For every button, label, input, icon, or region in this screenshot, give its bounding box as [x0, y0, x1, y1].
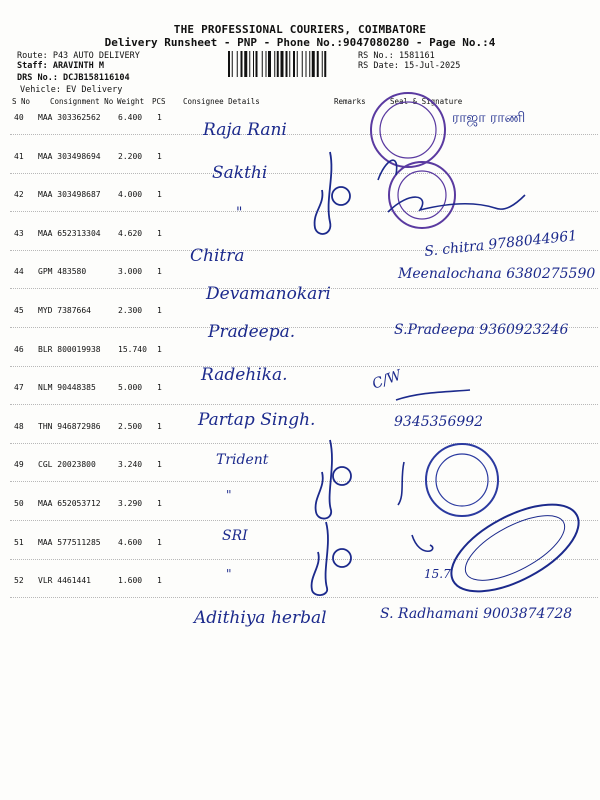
cell-pcs: 1 [157, 306, 162, 315]
round-stamp-top [371, 93, 445, 167]
staff: Staff: ARAVINTH M [17, 61, 104, 71]
hw-consignee-42: " [236, 205, 243, 221]
col-consignment: Consignment No [50, 97, 114, 106]
cell-pcs: 1 [157, 151, 162, 161]
hw-consignee-40: Raja Rani [203, 120, 287, 140]
cell-weight: 3.240 [118, 460, 143, 470]
cell-weight: 4.000 [118, 190, 143, 200]
rs-date: RS Date: 15-Jul-2025 [358, 61, 461, 71]
cell-pcs: 1 [157, 537, 162, 547]
hw-signature-40: ராஜா ராணி [452, 110, 526, 126]
cell-weight: 5.000 [118, 383, 143, 393]
cell-sno: 46 [14, 344, 24, 354]
hw-signature-52: S. Radhamani 9003874728 [380, 606, 573, 622]
hw-consignee-45: Pradeepa. [208, 322, 296, 342]
cell-consignment: MAA 303498694 [38, 151, 101, 161]
hw-consignee-41: Sakthi [212, 163, 268, 183]
col-weight: Weight [117, 97, 145, 106]
cell-consignment: MAA 652053712 [38, 499, 101, 508]
cell-consignment: NLM 90448385 [38, 383, 96, 393]
trident-seal [426, 444, 498, 516]
hw-consignee-43: Chitra [190, 246, 245, 266]
vehicle: Vehicle: EV Delivery [20, 85, 123, 95]
col-remarks: Remarks [334, 97, 366, 106]
cell-pcs: 1 [157, 344, 162, 354]
cell-weight: 4.620 [118, 228, 143, 238]
cell-sno: 48 [14, 421, 24, 431]
hw-consignee-52: Adithiya herbal [194, 608, 327, 628]
oval-seal [438, 487, 592, 609]
cell-pcs: 1 [157, 421, 162, 431]
hw-signature-43: S. chitra 9788044961 [423, 228, 578, 260]
cell-pcs: 1 [157, 113, 162, 122]
cell-pcs: 1 [157, 267, 162, 277]
cell-consignment: VLR 4461441 [38, 576, 91, 586]
cell-consignment: MAA 303498687 [38, 190, 101, 200]
cell-sno: 52 [14, 576, 24, 586]
cell-weight: 2.300 [118, 306, 143, 315]
cell-sno: 43 [14, 228, 24, 238]
cell-pcs: 1 [157, 576, 162, 586]
cell-sno: 44 [14, 267, 24, 277]
hw-consignee-48: Trident [216, 452, 269, 468]
cell-consignment: GPM 483580 [38, 267, 87, 277]
hw-signature-47: 9345356992 [394, 414, 484, 430]
route: Route: P43 AUTO DELIVERY [17, 51, 140, 61]
cell-consignment: THN 946872986 [38, 421, 101, 431]
cell-sno: 50 [14, 499, 24, 508]
cell-weight: 3.000 [118, 267, 143, 277]
rs-number: RS No.: 1581161 [358, 51, 435, 61]
hw-consignee-49: " [226, 488, 232, 502]
ditto-bracket-top [315, 152, 350, 234]
cell-weight: 3.290 [118, 499, 143, 508]
cell-weight: 1.600 [118, 576, 143, 586]
runsheet-title: Delivery Runsheet - PNP - Phone No.:9047080280 - Page No.:4 [104, 36, 496, 49]
cell-consignment: MAA 652313304 [38, 228, 101, 238]
ditto-bracket-mid [316, 440, 351, 519]
cell-pcs: 1 [157, 383, 162, 393]
cell-weight: 2.500 [118, 421, 143, 431]
cell-sno: 45 [14, 306, 24, 315]
hw-consignee-50: SRI [222, 528, 248, 544]
cell-consignment: MAA 303362562 [38, 113, 101, 122]
hw-consignee-51: " [226, 567, 232, 581]
drs-number: DRS No.: DCJB158116104 [17, 73, 130, 83]
cell-consignment: BLR 800019938 [38, 344, 101, 354]
cell-weight: 2.200 [118, 151, 143, 161]
ditto-bracket-low [312, 522, 351, 595]
hw-consignee-44: Devamanokari [206, 284, 331, 304]
company-title: THE PROFESSIONAL COURIERS, COIMBATORE [173, 23, 427, 36]
hw-consignee-47: Partap Singh. [198, 410, 316, 430]
col-consignee: Consignee Details [183, 97, 260, 106]
cell-sno: 51 [14, 537, 24, 547]
hw-signature-45: S.Pradeepa 9360923246 [394, 322, 569, 338]
cell-sno: 40 [14, 113, 24, 122]
col-seal-signature: Seal & Signature [390, 97, 463, 106]
cell-consignment: MAA 577511285 [38, 537, 101, 547]
hw-consignee-46: Radehika. [201, 365, 288, 385]
hw-remark-46: C/W [370, 367, 404, 393]
col-sno: S No [12, 97, 31, 106]
cell-weight: 15.740 [118, 344, 147, 354]
col-pcs: PCS [152, 97, 166, 106]
hw-signature-51: 15.7 [424, 567, 451, 581]
cell-consignment: CGL 20023800 [38, 460, 96, 470]
cell-weight: 4.600 [118, 537, 143, 547]
cell-sno: 47 [14, 383, 24, 393]
cell-sno: 42 [14, 190, 24, 200]
cell-pcs: 1 [157, 499, 162, 508]
hw-signature-44: Meenalochana 6380275590 [398, 266, 596, 282]
cell-weight: 6.400 [118, 113, 143, 122]
cell-pcs: 1 [157, 190, 162, 200]
cell-pcs: 1 [157, 228, 162, 238]
cell-sno: 49 [14, 460, 24, 470]
cell-sno: 41 [14, 151, 24, 161]
round-stamp-mid [389, 162, 455, 228]
cell-consignment: MYD 7387664 [38, 306, 91, 315]
cell-pcs: 1 [157, 460, 162, 470]
